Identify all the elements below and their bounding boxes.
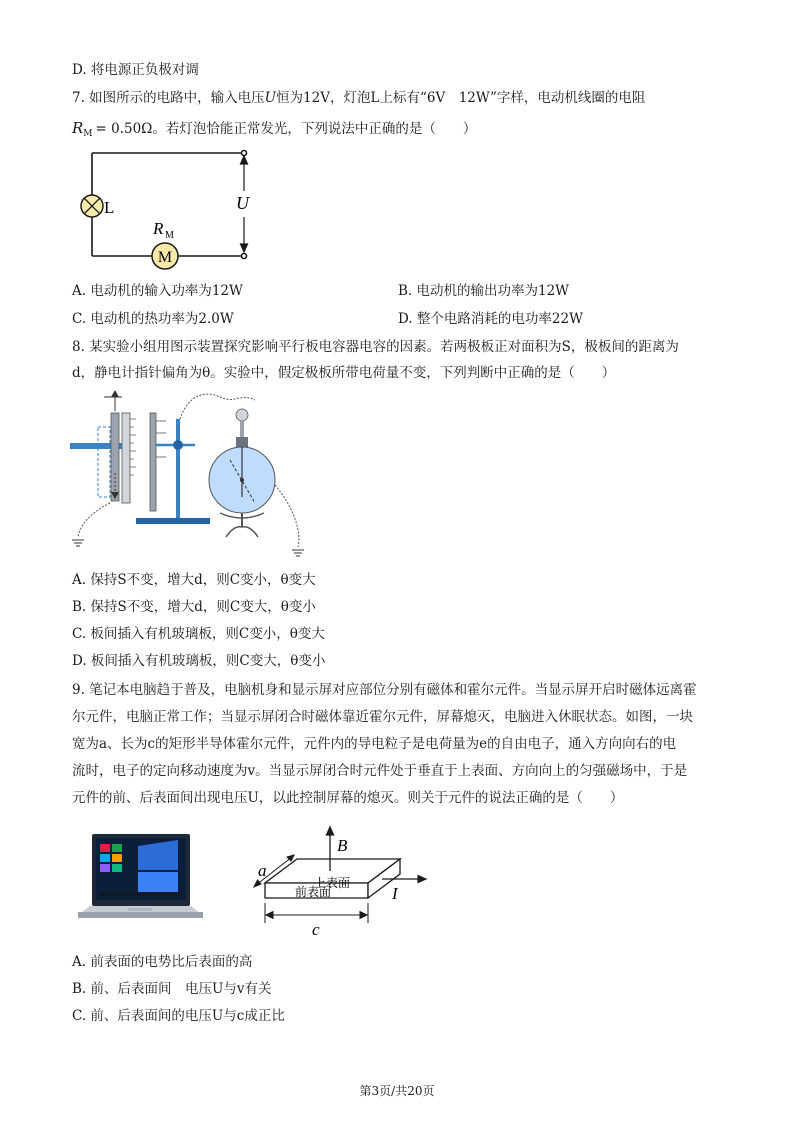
q7-rm-value: = 0.50Ω [95, 121, 153, 137]
ground-wire-left [78, 503, 110, 537]
rm-label: R [153, 219, 164, 238]
laptop-image [78, 832, 203, 934]
q9-stem-line2: 尔元件，电脑正常工作；当显示屏闭合时磁体靠近霍尔元件，屏幕熄灭，电脑进入休眠状态。如图，一块 [72, 709, 693, 725]
q8-capacitor-apparatus [70, 385, 320, 570]
q8-option-b: B. 保持S不变，增大d，则C变大，θ变小 [72, 599, 316, 615]
q8-option-a: A. 保持S不变，增大d，则C变小，θ变大 [72, 572, 316, 588]
q9-option-c: C. 前、后表面间的电压U与c成正比 [72, 1008, 285, 1024]
q6-option-d: D. 将电源正负极对调 [72, 62, 199, 78]
q7-option-d: D. 整个电路消耗的电功率22W [398, 311, 583, 327]
ground-wire-right [275, 485, 299, 547]
lamp-symbol [81, 195, 103, 217]
electroscope [209, 409, 275, 537]
q7-option-c: C. 电动机的热功率为2.0W [72, 311, 234, 327]
q8-stem-line1: 8. 某实验小组用图示装置探究影响平行板电容器电容的因素。若两极板正对面积为S，极板间的距离为 [72, 339, 679, 355]
c-label: c [312, 920, 320, 939]
terminal-bottom [242, 254, 247, 259]
q8-stem-line2: d，静电计指针偏角为θ。实验中，假定极板所带电荷量不变，下列判断中正确的是（ ） [72, 365, 616, 381]
q7-var-u: U [264, 90, 277, 106]
q7-option-b: B. 电动机的输出功率为12W [398, 283, 570, 299]
front-surface-label: 前表面 [295, 885, 332, 899]
voltage-label: U [236, 193, 249, 213]
lamp-label: L [104, 198, 115, 217]
page-number-footer: 第3页/共20页 [359, 1084, 435, 1098]
q7-stem-part2: 恒为12V，灯泡L上标有“6V 12W”字样，电动机线圈的电阻 [276, 90, 646, 106]
q9-stem-line4: 流时，电子的定向移动速度为v。当显示屏闭合时元件处于垂直于上表面、方向向上的匀强磁场中，于是 [72, 763, 688, 779]
q9-stem-line5: 元件的前、后表面间出现电压U，以此控制屏幕的熄灭。则关于元件的说法正确的是（ ） [72, 790, 624, 806]
q7-stem-part3: 。若灯泡恰能正常发光，下列说法中正确的是（ ） [152, 121, 477, 137]
q8-option-c: C. 板间插入有机玻璃板，则C变小，θ变大 [72, 626, 325, 642]
movable-plate [70, 390, 122, 501]
motor-label: M [157, 249, 173, 266]
q7-stem-part1: 7. 如图所示的电路中，输入电压 [72, 90, 265, 106]
q7-stem-line1 [72, 88, 645, 108]
q9-option-b: B. 前、后表面间 电压U与v有关 [72, 981, 272, 997]
q7-option-a: A. 电动机的输入功率为12W [72, 283, 243, 299]
q9-stem-line3: 宽为a、长为c的矩形半导体霍尔元件，元件内的导电粒子是电荷量为e的自由电子，通入方向向右的电 [72, 736, 677, 752]
fixed-plate [122, 413, 136, 503]
ground-symbol-left [72, 540, 84, 546]
i-label: I [392, 884, 398, 903]
q8-option-d: D. 板间插入有机玻璃板，则C变大，θ变小 [72, 653, 326, 669]
q9-stem-line1: 9. 笔记本电脑趋于普及，电脑机身和显示屏对应部位分别有磁体和霍尔元件。当显示屏开启时磁体远离霍 [72, 682, 697, 698]
q9-option-a: A. 前表面的电势比后表面的高 [72, 954, 253, 970]
iron-stand [136, 413, 210, 524]
q7-rm-symbol: R [72, 119, 84, 137]
a-label: a [258, 861, 267, 880]
ground-symbol-right [292, 550, 304, 556]
top-surface-label: 上表面 [314, 876, 351, 890]
rm-label-sub: M [165, 230, 174, 241]
q7-stem-line2 [72, 118, 476, 144]
q7-rm-sub: M [83, 129, 93, 139]
q7-circuit-diagram [70, 143, 260, 273]
hall-element-diagram [250, 825, 440, 940]
laptop-base [78, 912, 203, 918]
b-label: B [337, 836, 348, 855]
